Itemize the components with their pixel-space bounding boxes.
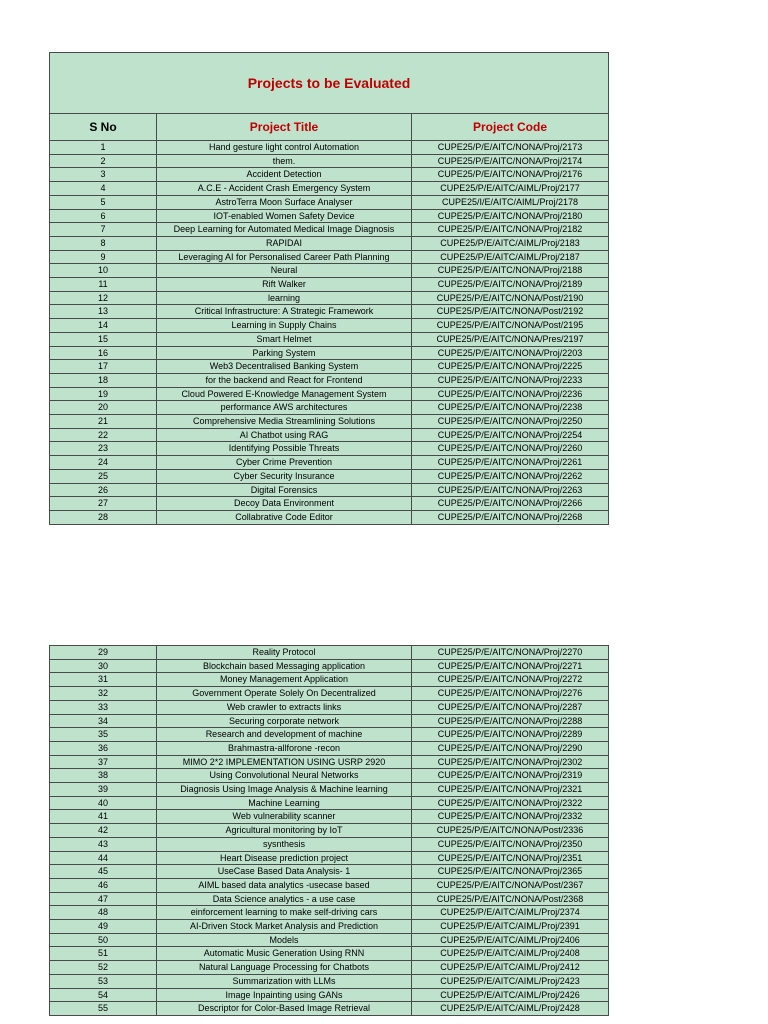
cell-project-title: UseCase Based Data Analysis- 1 [157, 865, 412, 879]
cell-sno: 1 [50, 141, 157, 155]
cell-project-title: einforcement learning to make self-driving cars [157, 906, 412, 920]
cell-sno: 21 [50, 415, 157, 429]
cell-project-code: CUPE25/P/E/AITC/NONA/Proj/2332 [412, 810, 609, 824]
cell-project-title: Digital Forensics [157, 483, 412, 497]
table-row [50, 920, 609, 934]
cell-project-title: Collabrative Code Editor [157, 510, 412, 524]
cell-project-title: sysnthesis [157, 837, 412, 851]
table-row [50, 236, 609, 250]
cell-project-code: CUPE25/P/E/AITC/NONA/Proj/2288 [412, 714, 609, 728]
cell-sno: 10 [50, 264, 157, 278]
cell-project-code: CUPE25/P/E/AITC/NONA/Proj/2261 [412, 456, 609, 470]
header-row [50, 114, 609, 141]
cell-project-title: Money Management Application [157, 673, 412, 687]
cell-sno: 33 [50, 700, 157, 714]
cell-project-code: CUPE25/P/E/AITC/AIML/Proj/2391 [412, 920, 609, 934]
table-row [50, 291, 609, 305]
cell-sno: 18 [50, 373, 157, 387]
table-row [50, 783, 609, 797]
cell-project-code: CUPE25/P/E/AITC/AIML/Proj/2423 [412, 974, 609, 988]
cell-project-code: CUPE25/P/E/AITC/NONA/Proj/2260 [412, 442, 609, 456]
header-project-code: Project Code [412, 114, 609, 141]
cell-project-title: Hand gesture light control Automation [157, 141, 412, 155]
cell-project-code: CUPE25/P/E/AITC/NONA/Post/2336 [412, 824, 609, 838]
cell-project-code: CUPE25/P/E/AITC/NONA/Proj/2225 [412, 360, 609, 374]
cell-sno: 25 [50, 469, 157, 483]
cell-project-code: CUPE25/P/E/AITC/NONA/Proj/2272 [412, 673, 609, 687]
title-row [50, 53, 609, 114]
cell-project-title: Learning in Supply Chains [157, 319, 412, 333]
cell-sno: 4 [50, 182, 157, 196]
cell-sno: 22 [50, 428, 157, 442]
cell-project-title: AstroTerra Moon Surface Analyser [157, 195, 412, 209]
cell-sno: 19 [50, 387, 157, 401]
table-row [50, 387, 609, 401]
cell-project-code: CUPE25/P/E/AITC/NONA/Proj/2322 [412, 796, 609, 810]
cell-project-title: Government Operate Solely On Decentralized [157, 687, 412, 701]
cell-project-code: CUPE25/P/E/AITC/NONA/Proj/2287 [412, 700, 609, 714]
cell-project-code: CUPE25/P/E/AITC/NONA/Proj/2271 [412, 659, 609, 673]
cell-project-code: CUPE25/P/E/AITC/NONA/Post/2192 [412, 305, 609, 319]
table-row [50, 906, 609, 920]
table-row [50, 700, 609, 714]
cell-sno: 34 [50, 714, 157, 728]
table-row [50, 346, 609, 360]
table-row [50, 168, 609, 182]
cell-sno: 45 [50, 865, 157, 879]
table-row [50, 223, 609, 237]
cell-sno: 28 [50, 510, 157, 524]
cell-project-code: CUPE25/P/E/AITC/AIML/Proj/2406 [412, 933, 609, 947]
cell-sno: 15 [50, 332, 157, 346]
cell-project-title: Blockchain based Messaging application [157, 659, 412, 673]
cell-project-title: Critical Infrastructure: A Strategic Framework [157, 305, 412, 319]
table-row [50, 810, 609, 824]
table-row [50, 278, 609, 292]
cell-project-title: Automatic Music Generation Using RNN [157, 947, 412, 961]
cell-project-code: CUPE25/P/E/AITC/NONA/Proj/2180 [412, 209, 609, 223]
cell-sno: 47 [50, 892, 157, 906]
cell-project-title: Agricultural monitoring by IoT [157, 824, 412, 838]
cell-project-title: AI-Driven Stock Market Analysis and Prediction [157, 920, 412, 934]
cell-project-title: Identifying Possible Threats [157, 442, 412, 456]
cell-project-title: Models [157, 933, 412, 947]
cell-sno: 11 [50, 278, 157, 292]
cell-sno: 8 [50, 236, 157, 250]
cell-project-code: CUPE25/P/E/AITC/AIML/Proj/2408 [412, 947, 609, 961]
table-row [50, 892, 609, 906]
cell-sno: 54 [50, 988, 157, 1002]
cell-project-title: Summarization with LLMs [157, 974, 412, 988]
cell-project-code: CUPE25/P/E/AITC/NONA/Proj/2238 [412, 401, 609, 415]
table-row [50, 332, 609, 346]
cell-sno: 51 [50, 947, 157, 961]
table-row [50, 456, 609, 470]
cell-sno: 29 [50, 646, 157, 660]
cell-project-title: them. [157, 154, 412, 168]
cell-sno: 38 [50, 769, 157, 783]
table-row [50, 824, 609, 838]
cell-project-title: RAPIDAI [157, 236, 412, 250]
cell-sno: 48 [50, 906, 157, 920]
cell-project-code: CUPE25/I/E/AITC/AIML/Proj/2178 [412, 195, 609, 209]
cell-sno: 6 [50, 209, 157, 223]
cell-sno: 44 [50, 851, 157, 865]
table-row [50, 373, 609, 387]
cell-project-title: IOT-enabled Women Safety Device [157, 209, 412, 223]
table-row [50, 796, 609, 810]
cell-project-code: CUPE25/P/E/AITC/NONA/Proj/2236 [412, 387, 609, 401]
projects-table-top [49, 52, 609, 525]
cell-sno: 37 [50, 755, 157, 769]
table-row [50, 755, 609, 769]
cell-project-code: CUPE25/P/E/AITC/NONA/Proj/2268 [412, 510, 609, 524]
cell-project-title: Using Convolutional Neural Networks [157, 769, 412, 783]
cell-project-code: CUPE25/P/E/AITC/NONA/Proj/2188 [412, 264, 609, 278]
cell-project-title: Reality Protocol [157, 646, 412, 660]
cell-project-code: CUPE25/P/E/AITC/AIML/Proj/2428 [412, 1002, 609, 1016]
table-row [50, 305, 609, 319]
table-row [50, 141, 609, 155]
cell-project-code: CUPE25/P/E/AITC/NONA/Proj/2189 [412, 278, 609, 292]
cell-project-code: CUPE25/P/E/AITC/AIML/Proj/2412 [412, 961, 609, 975]
cell-sno: 26 [50, 483, 157, 497]
cell-project-title: Web3 Decentralised Banking System [157, 360, 412, 374]
table-row [50, 769, 609, 783]
table-row [50, 469, 609, 483]
cell-sno: 40 [50, 796, 157, 810]
cell-project-code: CUPE25/P/E/AITC/NONA/Pres/2197 [412, 332, 609, 346]
table-row [50, 415, 609, 429]
cell-sno: 20 [50, 401, 157, 415]
cell-project-title: Web vulnerability scanner [157, 810, 412, 824]
table-top-body [50, 53, 609, 525]
cell-sno: 13 [50, 305, 157, 319]
cell-project-code: CUPE25/P/E/AITC/NONA/Proj/2319 [412, 769, 609, 783]
cell-project-code: CUPE25/P/E/AITC/NONA/Proj/2302 [412, 755, 609, 769]
cell-sno: 36 [50, 741, 157, 755]
cell-project-title: Natural Language Processing for Chatbots [157, 961, 412, 975]
cell-project-code: CUPE25/P/E/AITC/NONA/Post/2195 [412, 319, 609, 333]
table-row [50, 728, 609, 742]
table-row [50, 319, 609, 333]
cell-project-title: Data Science analytics - a use case [157, 892, 412, 906]
cell-project-code: CUPE25/P/E/AITC/NONA/Proj/2263 [412, 483, 609, 497]
cell-sno: 32 [50, 687, 157, 701]
cell-sno: 43 [50, 837, 157, 851]
cell-sno: 14 [50, 319, 157, 333]
cell-project-code: CUPE25/P/E/AITC/NONA/Proj/2365 [412, 865, 609, 879]
table-row [50, 401, 609, 415]
cell-sno: 2 [50, 154, 157, 168]
header-sno: S No [50, 114, 157, 141]
table-row [50, 250, 609, 264]
cell-project-code: CUPE25/P/E/AITC/NONA/Post/2368 [412, 892, 609, 906]
cell-sno: 41 [50, 810, 157, 824]
cell-project-code: CUPE25/P/E/AITC/NONA/Proj/2182 [412, 223, 609, 237]
cell-project-code: CUPE25/P/E/AITC/NONA/Proj/2290 [412, 741, 609, 755]
cell-project-code: CUPE25/P/E/AITC/NONA/Post/2367 [412, 878, 609, 892]
cell-sno: 3 [50, 168, 157, 182]
cell-project-code: CUPE25/P/E/AITC/NONA/Proj/2289 [412, 728, 609, 742]
cell-sno: 5 [50, 195, 157, 209]
table-row [50, 264, 609, 278]
cell-project-code: CUPE25/P/E/AITC/NONA/Proj/2351 [412, 851, 609, 865]
cell-sno: 7 [50, 223, 157, 237]
table-row [50, 933, 609, 947]
cell-project-code: CUPE25/P/E/AITC/NONA/Proj/2276 [412, 687, 609, 701]
cell-project-code: CUPE25/P/E/AITC/NONA/Proj/2250 [412, 415, 609, 429]
cell-project-title: Web crawler to extracts links [157, 700, 412, 714]
cell-sno: 55 [50, 1002, 157, 1016]
table-row [50, 988, 609, 1002]
table-row [50, 483, 609, 497]
cell-project-title: Neural [157, 264, 412, 278]
cell-project-title: Brahmastra-allforone -recon [157, 741, 412, 755]
table-row [50, 741, 609, 755]
cell-sno: 30 [50, 659, 157, 673]
table-row [50, 154, 609, 168]
cell-project-title: Securing corporate network [157, 714, 412, 728]
cell-project-title: Comprehensive Media Streamlining Solutions [157, 415, 412, 429]
table-row [50, 687, 609, 701]
cell-sno: 39 [50, 783, 157, 797]
cell-sno: 9 [50, 250, 157, 264]
cell-project-title: for the backend and React for Frontend [157, 373, 412, 387]
cell-project-code: CUPE25/P/E/AITC/NONA/Proj/2262 [412, 469, 609, 483]
cell-sno: 24 [50, 456, 157, 470]
table-row [50, 360, 609, 374]
cell-project-title: Diagnosis Using Image Analysis & Machine learning [157, 783, 412, 797]
table-row [50, 195, 609, 209]
table-row [50, 673, 609, 687]
cell-project-title: Cyber Security Insurance [157, 469, 412, 483]
cell-project-title: A.C.E - Accident Crash Emergency System [157, 182, 412, 196]
cell-project-code: CUPE25/P/E/AITC/NONA/Proj/2173 [412, 141, 609, 155]
table-row [50, 646, 609, 660]
cell-project-code: CUPE25/P/E/AITC/NONA/Proj/2270 [412, 646, 609, 660]
cell-project-code: CUPE25/P/E/AITC/NONA/Proj/2203 [412, 346, 609, 360]
cell-project-code: CUPE25/P/E/AITC/NONA/Proj/2350 [412, 837, 609, 851]
table-row [50, 182, 609, 196]
cell-project-title: Parking System [157, 346, 412, 360]
cell-sno: 42 [50, 824, 157, 838]
cell-project-title: Machine Learning [157, 796, 412, 810]
cell-sno: 35 [50, 728, 157, 742]
cell-sno: 16 [50, 346, 157, 360]
table-row [50, 878, 609, 892]
cell-project-title: AI Chatbot using RAG [157, 428, 412, 442]
cell-sno: 31 [50, 673, 157, 687]
cell-project-code: CUPE25/P/E/AITC/NONA/Proj/2176 [412, 168, 609, 182]
table-row [50, 428, 609, 442]
cell-project-code: CUPE25/P/E/AITC/NONA/Proj/2266 [412, 497, 609, 511]
cell-sno: 12 [50, 291, 157, 305]
cell-project-title: Deep Learning for Automated Medical Image Diagnosis [157, 223, 412, 237]
cell-project-title: Accident Detection [157, 168, 412, 182]
cell-project-code: CUPE25/P/E/AITC/AIML/Proj/2187 [412, 250, 609, 264]
table-row [50, 961, 609, 975]
table-row [50, 837, 609, 851]
cell-project-code: CUPE25/P/E/AITC/NONA/Proj/2174 [412, 154, 609, 168]
table-row [50, 714, 609, 728]
cell-project-code: CUPE25/P/E/AITC/NONA/Proj/2321 [412, 783, 609, 797]
cell-project-title: Leveraging AI for Personalised Career Path Planning [157, 250, 412, 264]
cell-sno: 52 [50, 961, 157, 975]
cell-project-code: CUPE25/P/E/AITC/NONA/Proj/2254 [412, 428, 609, 442]
cell-project-code: CUPE25/P/E/AITC/AIML/Proj/2183 [412, 236, 609, 250]
table-row [50, 442, 609, 456]
cell-project-title: Descriptor for Color-Based Image Retrieval [157, 1002, 412, 1016]
table-row [50, 851, 609, 865]
table-row [50, 947, 609, 961]
cell-project-title: Decoy Data Environment [157, 497, 412, 511]
cell-project-code: CUPE25/P/E/AITC/NONA/Post/2190 [412, 291, 609, 305]
table-row [50, 865, 609, 879]
table-row [50, 497, 609, 511]
cell-sno: 46 [50, 878, 157, 892]
cell-project-title: MIMO 2*2 IMPLEMENTATION USING USRP 2920 [157, 755, 412, 769]
header-project-title: Project Title [157, 114, 412, 141]
cell-project-code: CUPE25/P/E/AITC/AIML/Proj/2374 [412, 906, 609, 920]
table-bottom-body [50, 646, 609, 1016]
table-row [50, 659, 609, 673]
cell-project-code: CUPE25/P/E/AITC/NONA/Proj/2233 [412, 373, 609, 387]
table-row [50, 209, 609, 223]
cell-project-code: CUPE25/P/E/AITC/AIML/Proj/2177 [412, 182, 609, 196]
cell-project-title: Image Inpainting using GANs [157, 988, 412, 1002]
cell-sno: 17 [50, 360, 157, 374]
projects-table-bottom [49, 645, 609, 1016]
cell-project-title: Cloud Powered E-Knowledge Management System [157, 387, 412, 401]
cell-project-title: performance AWS architectures [157, 401, 412, 415]
cell-project-title: Cyber Crime Prevention [157, 456, 412, 470]
table-title: Projects to be Evaluated [50, 53, 609, 114]
cell-project-title: Rift Walker [157, 278, 412, 292]
table-row [50, 510, 609, 524]
cell-sno: 50 [50, 933, 157, 947]
cell-sno: 53 [50, 974, 157, 988]
cell-project-title: AIML based data analytics -usecase based [157, 878, 412, 892]
table-row [50, 974, 609, 988]
table-row [50, 1002, 609, 1016]
cell-project-title: Heart Disease prediction project [157, 851, 412, 865]
cell-project-title: learning [157, 291, 412, 305]
cell-sno: 23 [50, 442, 157, 456]
cell-project-title: Smart Helmet [157, 332, 412, 346]
cell-project-code: CUPE25/P/E/AITC/AIML/Proj/2426 [412, 988, 609, 1002]
cell-sno: 27 [50, 497, 157, 511]
cell-project-title: Research and development of machine [157, 728, 412, 742]
cell-sno: 49 [50, 920, 157, 934]
